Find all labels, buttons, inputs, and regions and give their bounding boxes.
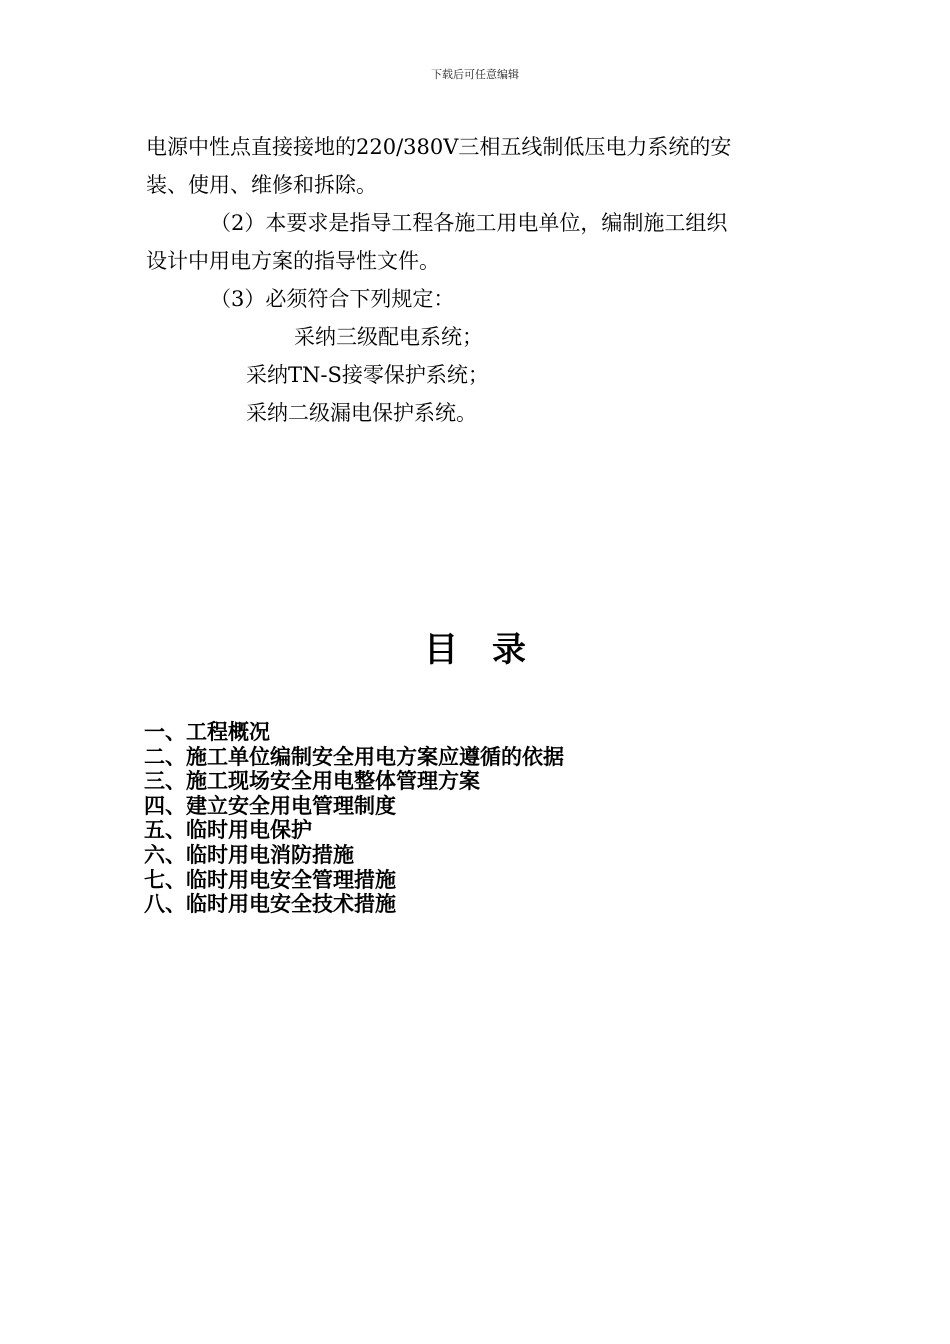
toc-item[interactable]: 一、工程概况: [144, 720, 270, 744]
body-line: 采纳三级配电系统；: [294, 325, 483, 349]
body-line: （2）本要求是指导工程各施工用电单位，编制施工组织: [210, 211, 728, 235]
toc-title: 目录: [424, 630, 560, 670]
toc-item[interactable]: 二、施工单位编制安全用电方案应遵循的依据: [144, 744, 564, 769]
toc-item[interactable]: 六、临时用电消防措施: [144, 842, 354, 867]
body-line: 电源中性点直接接地的220/380V三相五线制低压电力系统的安: [146, 135, 732, 159]
toc-item[interactable]: 五、临时用电保护: [144, 818, 312, 843]
body-line: 采纳二级漏电保护系统。: [246, 401, 477, 425]
body-line: （3）必须符合下列规定：: [210, 287, 455, 311]
page-header-note: 下载后可任意编辑: [431, 68, 519, 81]
body-text: [146, 128, 812, 432]
body-line: 装、使用、维修和拆除。: [146, 173, 377, 197]
body-line: 采纳TN-S接零保护系统；: [246, 363, 489, 387]
toc-item[interactable]: 四、建立安全用电管理制度: [144, 793, 396, 818]
body-line: 设计中用电方案的指导性文件。: [146, 249, 440, 273]
toc-list: [144, 720, 564, 917]
toc-item[interactable]: 七、临时用电安全管理措施: [144, 867, 396, 892]
toc-item[interactable]: 三、施工现场安全用电整体管理方案: [144, 769, 480, 794]
toc-item[interactable]: 八、临时用电安全技术措施: [144, 892, 396, 917]
